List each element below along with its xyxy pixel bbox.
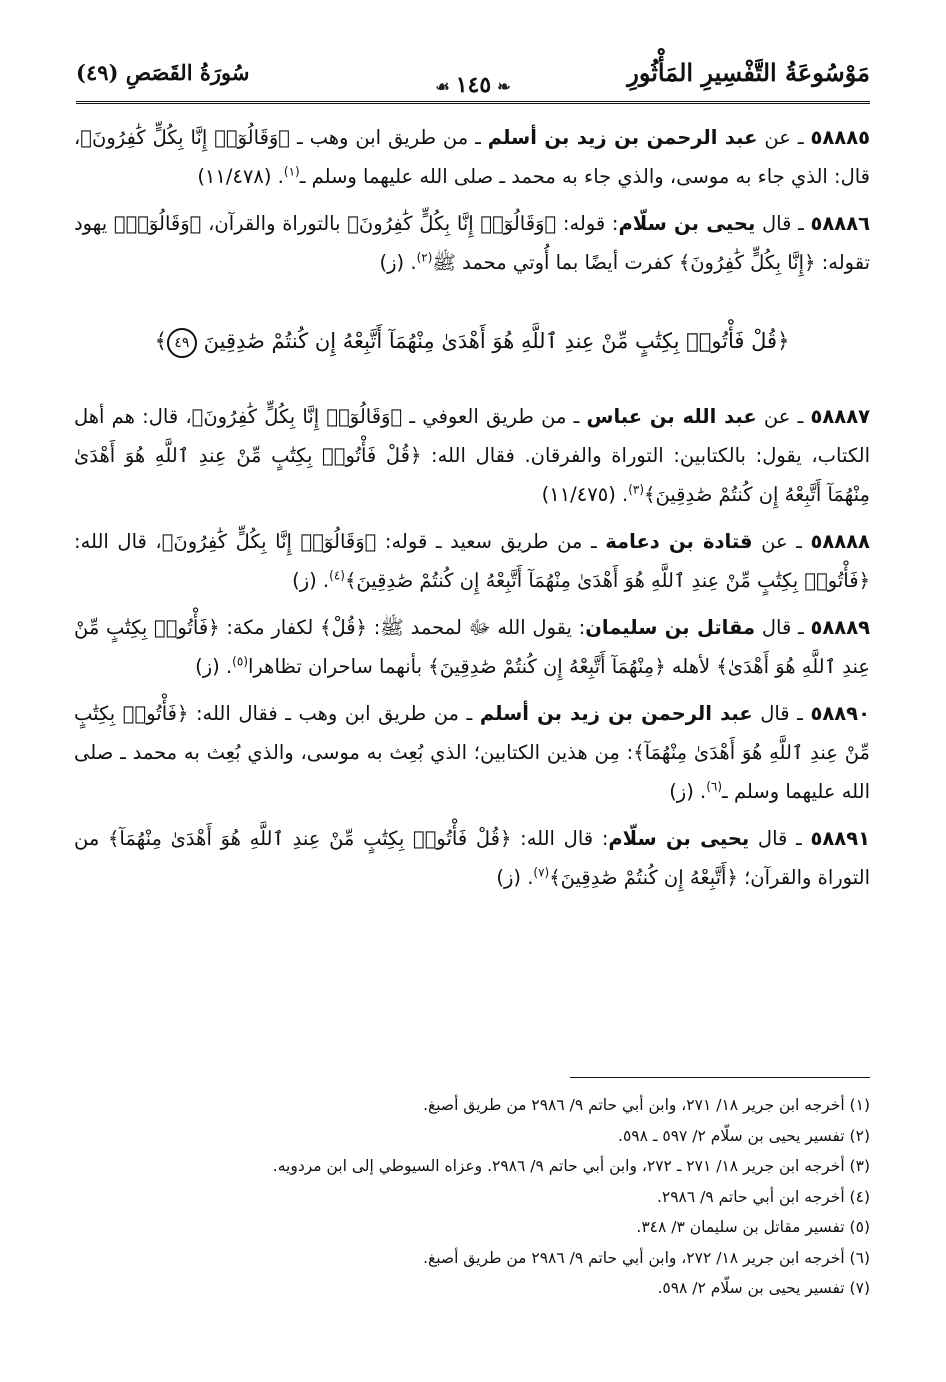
entry-text: ـ من طريق العوفي ـ <box>402 405 587 428</box>
entry-text: . (ز) <box>669 780 707 803</box>
entry-text: ـ من طريق ابن وهب ـ فقال الله: <box>188 702 480 725</box>
entry-text: ـ عن <box>752 530 811 553</box>
entry-text: . (١١/٤٧٥) <box>541 483 629 506</box>
footnote-ref: (٥) <box>232 654 248 669</box>
entry-58891 <box>74 819 870 897</box>
quran-quote: ﴿أَتَّبِعْهُ إِن كُنتُمْ صَٰدِقِينَ﴾ <box>549 866 738 889</box>
entry-text: ، قال: هم أهل الكتاب، يقول: بالكتابين: التوراة والفرقان. فقال الله: <box>74 405 870 467</box>
quran-quote: ﴿مِنْهُمَآ أَتَّبِعْهُ إِن كُنتُمْ صَٰدِقِينَ﴾ <box>428 655 666 678</box>
entry-number: ٥٨٨٨٥ <box>810 126 870 149</box>
entry-58890 <box>74 694 870 811</box>
entry-number: ٥٨٨٩٠ <box>810 702 870 725</box>
footnote-ref: (٧) <box>533 865 550 880</box>
footnote-4: (٤) أخرجه ابن أبي حاتم ٩/ ٢٩٨٦. <box>656 1187 870 1206</box>
narrator-name: قتادة بن دعامة <box>605 530 753 553</box>
quran-quote: ﴿وَقَالُوٓا۟﴾ <box>113 212 202 235</box>
narrator-name: عبد الرحمن بن زيد بن أسلم <box>479 702 753 725</box>
footnote-ref: (٢) <box>416 250 433 265</box>
entry-text: : قوله: <box>556 212 619 235</box>
entry-number: ٥٨٨٨٧ <box>810 405 871 428</box>
quran-quote: ﴿قُلْ فَأْتُوا۟ بِكِتَٰبٍ مِّنْ عِندِ ٱللَّهِ هُوَ أَهْدَىٰ مِنْهُمَآ أَتَّبِعْهُ إِن كُنتُمْ صَٰدِقِينَ﴾ <box>74 444 870 506</box>
entry-text: ـ عن <box>757 126 811 149</box>
entry-text: ـ قال <box>749 827 811 850</box>
entry-text: . (ز) <box>496 866 534 889</box>
quran-quote: ﴿فَأْتُوا۟ بِكِتَٰبٍ مِّنْ عِندِ ٱللَّهِ هُوَ أَهْدَىٰ مِنْهُمَآ﴾ <box>74 702 870 764</box>
footnote-ref: (٣) <box>628 482 645 497</box>
entry-58887 <box>74 397 870 514</box>
entry-58889 <box>74 608 870 686</box>
quran-verse <box>74 322 870 361</box>
quran-quote: ﴿قُلْ فَأْتُوا۟ بِكِتَٰبٍ مِّنْ عِندِ ٱللَّهِ هُوَ أَهْدَىٰ مِنْهُمَآ﴾ <box>108 827 512 850</box>
narrator-name: يحيى بن سلّام <box>608 827 750 850</box>
entry-number: ٥٨٨٨٦ <box>810 212 871 235</box>
footnote-ref: (٤) <box>329 568 345 583</box>
entry-text: بالتوراة والقرآن، <box>201 212 348 235</box>
narrator-name: عبد الله بن عباس <box>586 405 757 428</box>
entry-number: ٥٨٨٨٨ <box>810 530 870 553</box>
quran-quote: ﴿فَأْتُوا۟ بِكِتَٰبٍ مِّنْ عِندِ ٱللَّهِ هُوَ أَهْدَىٰ مِنْهُمَآ أَتَّبِعْهُ إِن كُنتُمْ صَٰدِقِينَ﴾ <box>344 569 870 592</box>
footnote-ref: (٦) <box>706 779 723 794</box>
entry-58888 <box>74 522 870 600</box>
footnote-ref: (١) <box>283 164 300 179</box>
footnote-3: (٣) أخرجه ابن جرير ١٨/ ٢٧١ ـ ٢٧٢، وابن أبي حاتم ٩/ ٢٩٨٦. وعزاه السيوطي إلى ابن مردويه. <box>272 1157 870 1175</box>
entry-text: لكفار مكة: <box>219 616 321 639</box>
entry-text: ـ من طريق ابن وهب ـ <box>290 126 488 149</box>
entry-text: : مِن هذين الكتابين؛ الذي بُعِث به موسى، والذي بُعِث به محمد ـ صلى الله عليهما وسلم ـ <box>74 741 870 803</box>
footnote-7: (٧) تفسير يحيى بن سلّام ٢/ ٥٩٨. <box>657 1279 870 1297</box>
entry-number: ٥٨٨٩١ <box>810 827 870 850</box>
entry-text: ـ عن <box>756 405 811 428</box>
main-text <box>74 118 870 905</box>
footnote-6: (٦) أخرجه ابن جرير ١٨/ ٢٧٢، وابن أبي حاتم ٩/ ٢٩٨٦ من طريق أصبغ. <box>423 1248 870 1267</box>
quran-quote: ﴿وَقَالُوٓا۟ إِنَّا بِكُلٍّ كَٰفِرُونَ﴾ <box>80 126 291 149</box>
narrator-name: عبد الرحمن بن زيد بن أسلم <box>487 126 758 149</box>
entry-text: . (ز) <box>292 569 330 592</box>
entry-number: ٥٨٨٨٩ <box>810 616 870 639</box>
entry-text: كفرت أيضًا بما أُوتي محمد ﷺ <box>432 251 679 274</box>
entry-58886 <box>74 204 870 282</box>
entry-text: لأهله <box>665 655 717 678</box>
quran-quote: ﴿إِنَّا بِكُلٍّ كَٰفِرُونَ﴾ <box>678 251 816 274</box>
ornament-icon: ☙ <box>435 77 450 96</box>
quran-quote: ﴿وَقَالُوٓا۟ إِنَّا بِكُلٍّ كَٰفِرُونَ﴾ <box>191 405 403 428</box>
ornament-icon: ❧ <box>497 77 511 96</box>
quran-quote: ﴿وَقَالُوٓا۟ إِنَّا بِكُلٍّ كَٰفِرُونَ﴾ <box>347 212 557 235</box>
header-rule <box>76 101 870 104</box>
entry-text: . (ز) <box>195 655 233 678</box>
narrator-name: يحيى بن سلّام <box>618 212 756 235</box>
book-title: مَوْسُوعَةُ التَّفْسِيرِ المَأْثُورِ <box>627 58 870 87</box>
verse-close-bracket: ﴾ <box>154 329 167 353</box>
entry-58885 <box>74 118 870 196</box>
quran-quote: ﴿قُلْ﴾ <box>320 616 367 639</box>
entry-text: ـ قال <box>755 616 811 639</box>
quran-quote: ﴿وَقَالُوٓا۟ إِنَّا بِكُلٍّ كَٰفِرُونَ﴾ <box>161 530 377 553</box>
footnote-separator <box>570 1077 870 1078</box>
entry-text: ـ قال <box>752 702 811 725</box>
entry-text: ـ من طريق سعيد ـ قوله: <box>376 530 606 553</box>
entry-text: : قال الله: <box>511 827 609 850</box>
running-header <box>76 58 870 104</box>
entry-text: ، قال الله: <box>74 530 162 553</box>
entry-text: . (ز) <box>379 251 417 274</box>
entry-text: . (١١/٤٧٨) <box>197 165 284 188</box>
footnote-5: (٥) تفسير مقاتل بن سليمان ٣/ ٣٤٨. <box>636 1218 870 1236</box>
entry-text: بأنهما ساحران تظاهرا <box>248 655 429 678</box>
page-number-value: ١٤٥ <box>455 72 492 98</box>
entry-text: : يقول الله ﷻ لمحمد ﷺ: <box>366 616 586 639</box>
entry-text: ـ قال <box>755 212 811 235</box>
entry-text: ، قال: الذي جاء به موسى، والذي جاء به محمد ـ صلى الله عليهما وسلم ـ <box>74 126 870 188</box>
ayah-number: ٤٩ <box>167 328 197 358</box>
footnote-1: (١) أخرجه ابن جرير ١٨/ ٢٧١، وابن أبي حاتم ٩/ ٢٩٨٦ من طريق أصبغ. <box>423 1096 870 1114</box>
quran-quote: ﴿فَأْتُوا۟ بِكِتَٰبٍ مِّنْ عِندِ ٱللَّهِ هُوَ أَهْدَىٰ﴾ <box>74 616 870 678</box>
narrator-name: مقاتل بن سليمان <box>585 616 756 639</box>
verse-text: ﴿قُلْ فَأْتُوا۟ بِكِتَٰبٍ مِّنْ عِندِ ٱللَّهِ هُوَ أَهْدَىٰ مِنْهُمَآ أَتَّبِعْهُ إِن كُنتُمْ صَٰدِقِينَ <box>203 329 790 353</box>
footnote-2: (٢) تفسير يحيى بن سلّام ٢/ ٥٩٧ ـ ٥٩٨. <box>618 1126 870 1145</box>
entry-text: يهود تقوله: <box>74 212 870 274</box>
entry-text: من التوراة والقرآن؛ <box>74 827 870 889</box>
surah-label: سُورَةُ القَصَصِ (٤٩) <box>76 60 250 85</box>
footnotes <box>76 1090 870 1304</box>
